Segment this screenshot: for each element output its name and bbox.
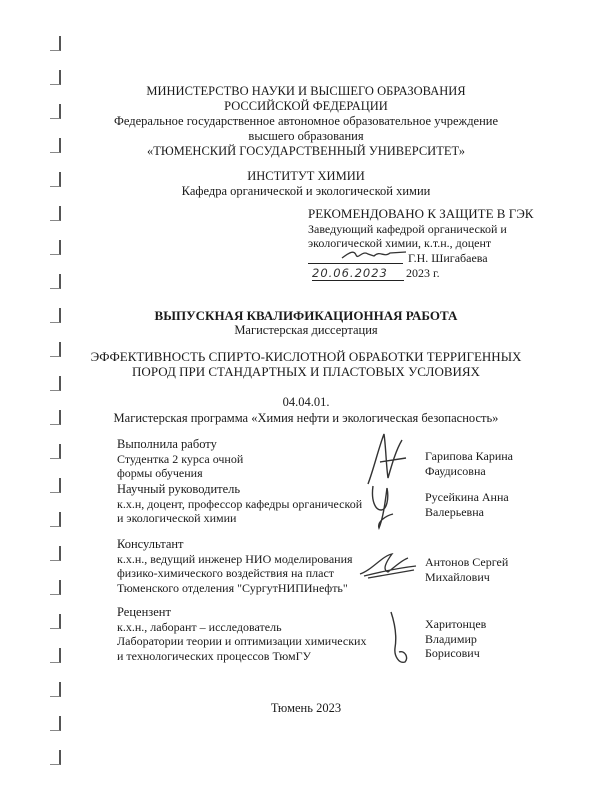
reviewer-name-line-3: Борисович: [425, 646, 480, 660]
work-subtype: Магистерская диссертация: [234, 323, 378, 337]
reviewer-signature: [385, 608, 415, 668]
reviewer-name: [425, 617, 555, 661]
head-signature: [340, 246, 410, 264]
author-name-line-1: Гарипова Карина: [425, 449, 513, 463]
approval-block: [308, 207, 538, 281]
author-line-1: Студентка 2 курса очной: [117, 451, 244, 466]
supervisor-line-2: и экологической химии: [117, 511, 237, 525]
specialty-code: 04.04.01.: [282, 395, 330, 409]
reviewer-block: [117, 605, 387, 663]
reviewer-name-line-2: Владимир: [425, 631, 477, 646]
supervisor-line-1: к.х.н, доцент, профессор кафедры органической: [117, 496, 363, 511]
department-name: Кафедра органической и экологической химии: [181, 184, 431, 198]
institute-name: ИНСТИТУТ ХИМИИ: [247, 169, 365, 183]
consultant-block: [117, 537, 387, 595]
author-name-line-2: Фаудисовна: [425, 463, 486, 478]
reviewer-line-3: и технологических процессов ТюмГУ: [117, 648, 312, 663]
reviewer-name-line-1: Харитонцев: [425, 617, 487, 631]
reviewer-line-1: к.х.н., лаборант – исследователь: [117, 619, 282, 634]
approval-line-1: Заведующий кафедрой органической и: [308, 221, 507, 236]
approval-heading: РЕКОМЕНДОВАНО К ЗАЩИТЕ В ГЭК: [308, 206, 534, 221]
consultant-line-1: к.х.н., ведущий инженер НИО моделирования: [117, 551, 353, 566]
reviewer-line-2: Лаборатории теории и оптимизации химических: [117, 634, 367, 648]
work-type: ВЫПУСКНАЯ КВАЛИФИКАЦИОННАЯ РАБОТА: [154, 308, 458, 323]
institution-line-2: высшего образования: [248, 129, 364, 143]
consultant-line-2: физико-химического воздействия на пласт: [117, 566, 335, 580]
supervisor-signature: [365, 476, 405, 532]
university-name: «ТЮМЕНСКИЙ ГОСУДАРСТВЕННЫЙ УНИВЕРСИТЕТ»: [146, 144, 466, 158]
reviewer-heading: Рецензент: [117, 605, 171, 619]
supervisor-name: [425, 490, 555, 519]
master-program: Магистерская программа «Химия нефти и экологическая безопасность»: [113, 411, 499, 425]
author-name: [425, 449, 555, 478]
consultant-signature: [358, 550, 420, 580]
ministry-line-2: РОССИЙСКОЙ ФЕДЕРАЦИИ: [224, 99, 388, 113]
institution-line-1: Федеральное государственное автономное образовательное учреждение: [113, 114, 499, 128]
consultant-name-line-2: Михайлович: [425, 569, 490, 584]
approval-year: 2023 г.: [406, 265, 440, 280]
supervisor-name-line-2: Валерьевна: [425, 504, 484, 519]
head-of-department-name: Г.Н. Шигабаева: [408, 250, 488, 265]
approval-line-2: экологической химии, к.т.н., доцент: [308, 236, 492, 250]
author-heading: Выполнила работу: [117, 437, 217, 451]
consultant-heading: Консультант: [117, 537, 184, 551]
city-year: Тюмень 2023: [270, 701, 342, 715]
consultant-line-3: Тюменского отделения "СургутНИПИнефть": [117, 580, 348, 595]
consultant-name: [425, 555, 555, 584]
work-title-line-2: ПОРОД ПРИ СТАНДАРТНЫХ И ПЛАСТОВЫХ УСЛОВИЯХ: [132, 364, 480, 379]
consultant-name-line-1: Антонов Сергей: [425, 555, 509, 569]
supervisor-name-line-1: Русейкина Анна: [425, 490, 509, 504]
ministry-line-1: МИНИСТЕРСТВО НАУКИ И ВЫСШЕГО ОБРАЗОВАНИЯ: [146, 84, 466, 98]
author-block: [117, 437, 387, 481]
supervisor-heading: Научный руководитель: [117, 482, 241, 496]
work-title-line-1: ЭФФЕКТИВНОСТЬ СПИРТО-КИСЛОТНОЙ ОБРАБОТКИ ТЕРРИГЕННЫХ: [90, 349, 522, 364]
author-line-2: формы обучения: [117, 466, 203, 480]
approval-date: 20.06.2023: [312, 266, 404, 282]
supervisor-block: [117, 482, 387, 526]
approval-date-line: [308, 266, 538, 281]
